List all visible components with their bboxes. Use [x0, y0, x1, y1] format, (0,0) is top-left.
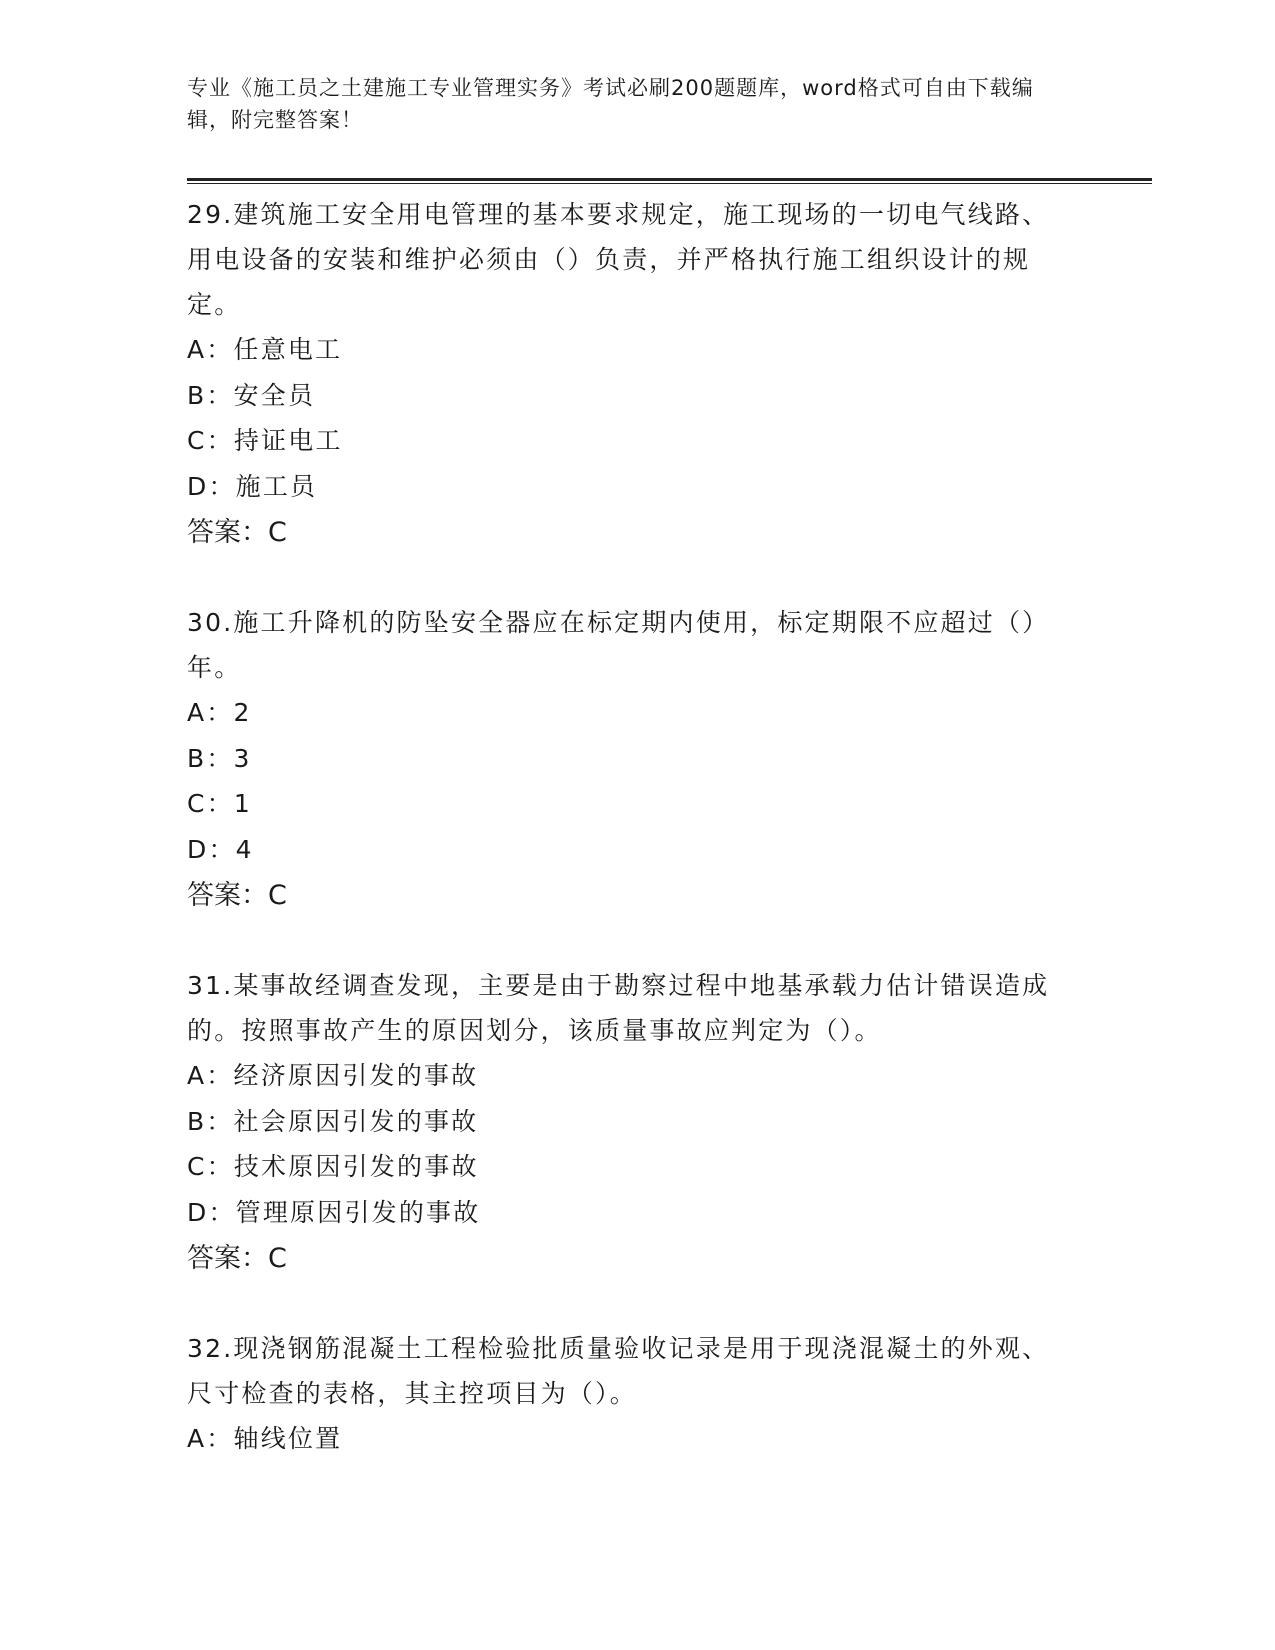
answer: 答案：C	[187, 880, 287, 911]
spacer	[187, 1282, 1067, 1326]
question-text: 29.建筑施工安全用电管理的基本要求规定，施工现场的一切电气线路、用电设备的安装和维护必须由（）负责，并严格执行施工组织设计的规定。	[187, 200, 1050, 319]
answer: 答案：C	[187, 517, 287, 548]
question-text: 30.施工升降机的防坠安全器应在标定期内使用，标定期限不应超过（）年。	[187, 608, 1050, 682]
question-31	[187, 963, 1067, 1282]
question-32	[187, 1326, 1067, 1462]
option-c: C：技术原因引发的事故	[187, 1152, 479, 1181]
option-b: B：安全员	[187, 380, 316, 410]
header-rule-thick	[187, 178, 1152, 181]
question-list	[187, 192, 1067, 1462]
spacer	[187, 919, 1067, 963]
header-rule-thin	[187, 183, 1152, 184]
option-b: B：3	[187, 743, 252, 773]
option-a: A：任意电工	[187, 335, 343, 364]
question-text: 31.某事故经调查发现，主要是由于勘察过程中地基承载力估计错误造成的。按照事故产生的原因划分，该质量事故应判定为（）。	[187, 971, 1050, 1045]
question-29	[187, 192, 1067, 556]
option-a: A：2	[187, 698, 252, 727]
option-a: A：轴线位置	[187, 1424, 343, 1453]
option-b: B：社会原因引发的事故	[187, 1106, 479, 1136]
option-c: C：持证电工	[187, 426, 343, 455]
spacer	[187, 556, 1067, 600]
document-header: 专业《施工员之土建施工专业管理实务》考试必刷200题题库，word格式可自由下载编辑，附完整答案！	[187, 76, 1034, 132]
answer: 答案：C	[187, 1243, 287, 1274]
option-d: D：4	[187, 834, 254, 864]
question-30	[187, 600, 1067, 919]
option-c: C：1	[187, 789, 252, 818]
option-d: D：管理原因引发的事故	[187, 1197, 481, 1227]
option-a: A：经济原因引发的事故	[187, 1061, 479, 1090]
option-d: D：施工员	[187, 471, 318, 501]
question-text: 32.现浇钢筋混凝土工程检验批质量验收记录是用于现浇混凝土的外观、尺寸检查的表格，其主控项目为（）。	[187, 1334, 1050, 1408]
